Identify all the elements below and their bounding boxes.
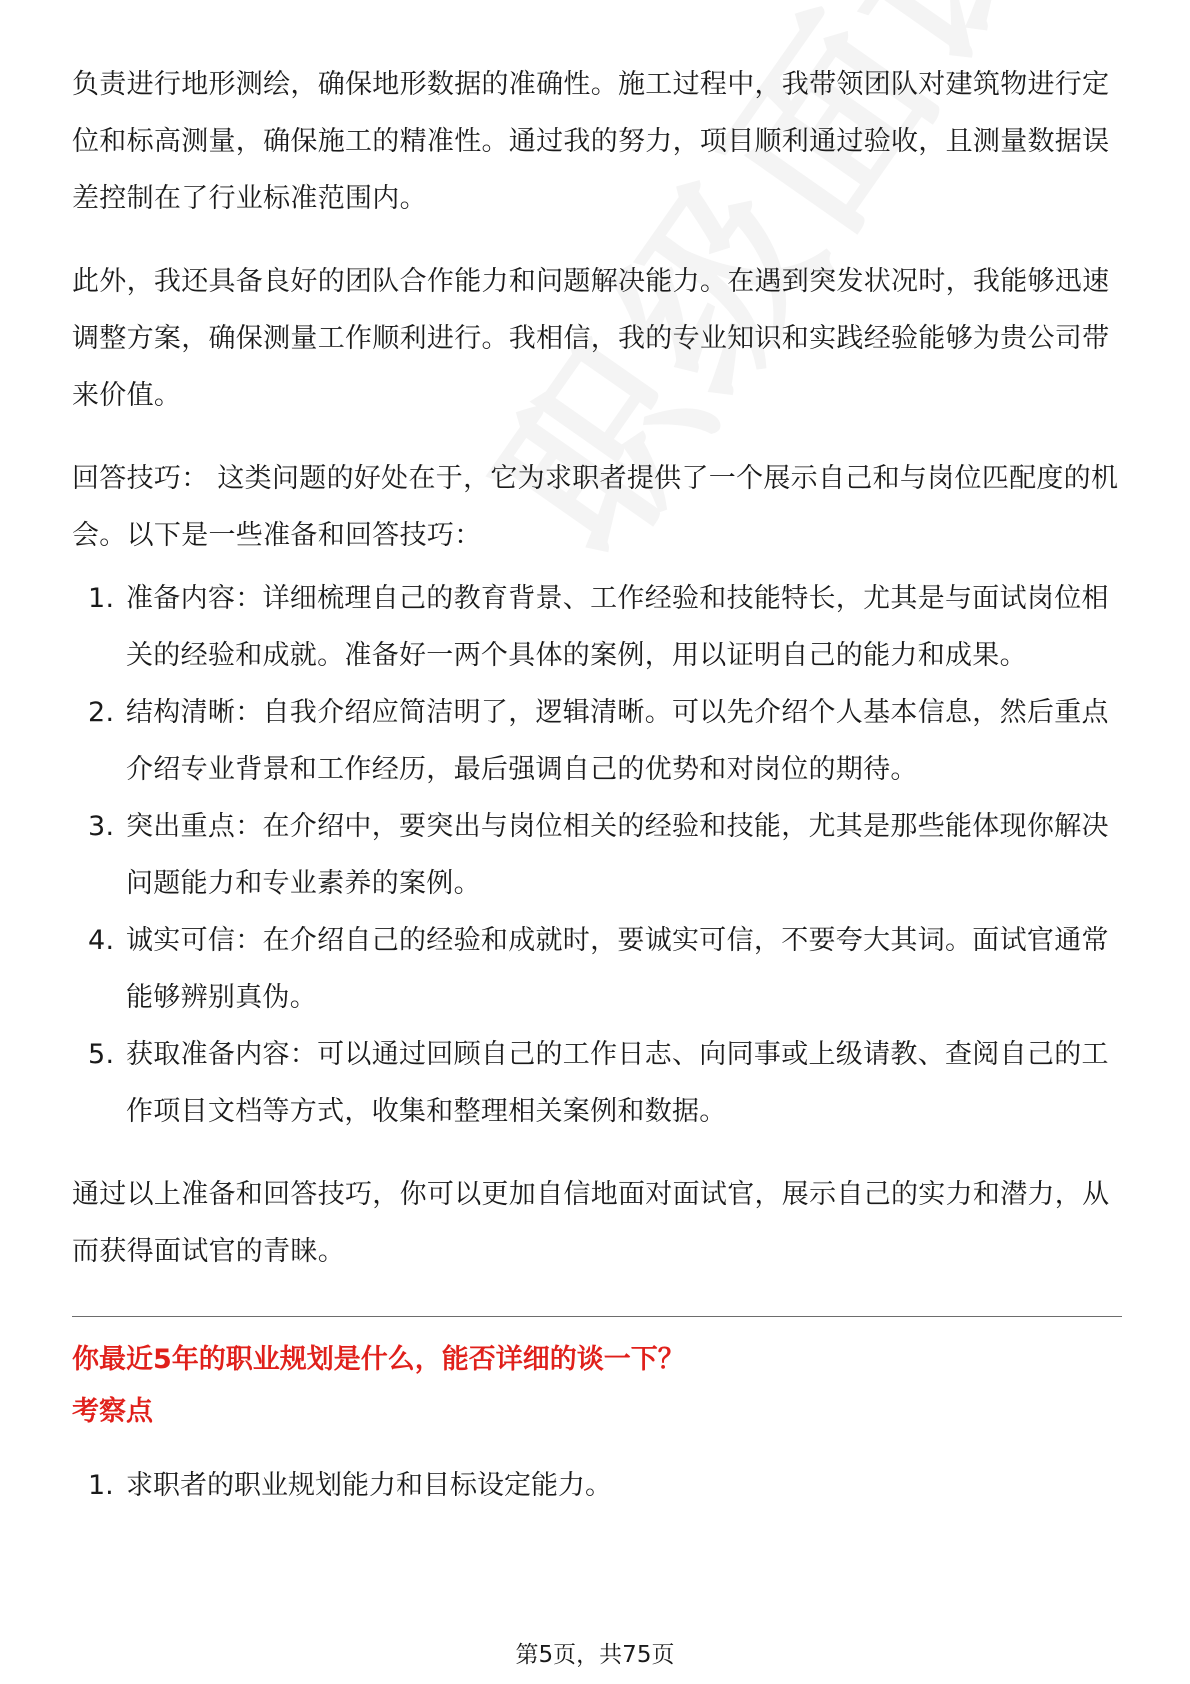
list-number: 1. bbox=[88, 1470, 114, 1501]
list-item-text: 准备内容：详细梳理自己的教育背景、工作经验和技能特长，尤其是与面试岗位相关的经验和成就。准备好一两个具体的案例，用以证明自己的能力和成果。 bbox=[126, 583, 1109, 671]
tips-list-item bbox=[72, 1026, 1122, 1140]
tips-list-item bbox=[72, 912, 1122, 1026]
tips-list-item bbox=[72, 684, 1122, 798]
page-footer bbox=[0, 1640, 1190, 1670]
list-number: 3. bbox=[88, 811, 115, 842]
list-number: 4. bbox=[88, 925, 115, 956]
tips-list-item bbox=[72, 798, 1122, 912]
answer-tips-intro: 回答技巧： 这类问题的好处在于，它为求职者提供了一个展示自己和与岗位匹配度的机会。以下是一些准备和回答技巧： bbox=[72, 463, 1119, 551]
section-divider bbox=[72, 1316, 1122, 1317]
list-item-text: 结构清晰：自我介绍应简洁明了，逻辑清晰。可以先介绍个人基本信息，然后重点介绍专业背景和工作经历，最后强调自己的优势和对岗位的期待。 bbox=[126, 697, 1109, 785]
list-item-text: 诚实可信：在介绍自己的经验和成就时，要诚实可信，不要夸大其词。面试官通常能够辨别真伪。 bbox=[126, 925, 1109, 1013]
examination-points-list bbox=[72, 1457, 1122, 1514]
body-paragraph: 负责进行地形测绘，确保地形数据的准确性。施工过程中，我带领团队对建筑物进行定位和标高测量，确保施工的精准性。通过我的努力，项目顺利通过验收，且测量数据误差控制在了行业标准范围内。 bbox=[72, 69, 1110, 214]
page-content bbox=[72, 56, 1122, 1514]
question-heading: 你最近5年的职业规划是什么，能否详细的谈一下？ bbox=[72, 1344, 685, 1375]
body-paragraph: 此外，我还具备良好的团队合作能力和问题解决能力。在遇到突发状况时，我能够迅速调整方案，确保测量工作顺利进行。我相信，我的专业知识和实践经验能够为贵公司带来价值。 bbox=[72, 266, 1110, 411]
examination-points-heading: 考察点 bbox=[72, 1396, 153, 1427]
closing-paragraph: 通过以上准备和回答技巧，你可以更加自信地面对面试官，展示自己的实力和潜力，从而获得面试官的青睐。 bbox=[72, 1179, 1110, 1267]
page-number-label: 第5页，共75页 bbox=[515, 1642, 675, 1668]
list-number: 5. bbox=[88, 1039, 115, 1070]
tips-list-item bbox=[72, 570, 1122, 684]
list-number: 1. bbox=[88, 583, 115, 614]
examination-point-item bbox=[72, 1457, 1122, 1514]
list-item-text: 突出重点：在介绍中，要突出与岗位相关的经验和技能，尤其是那些能体现你解决问题能力和专业素养的案例。 bbox=[126, 811, 1109, 899]
tips-list bbox=[72, 570, 1122, 1140]
list-item-text: 求职者的职业规划能力和目标设定能力。 bbox=[126, 1470, 612, 1501]
list-number: 2. bbox=[88, 697, 115, 728]
list-item-text: 获取准备内容：可以通过回顾自己的工作日志、向同事或上级请教、查阅自己的工作项目文档等方式，收集和整理相关案例和数据。 bbox=[126, 1039, 1109, 1127]
